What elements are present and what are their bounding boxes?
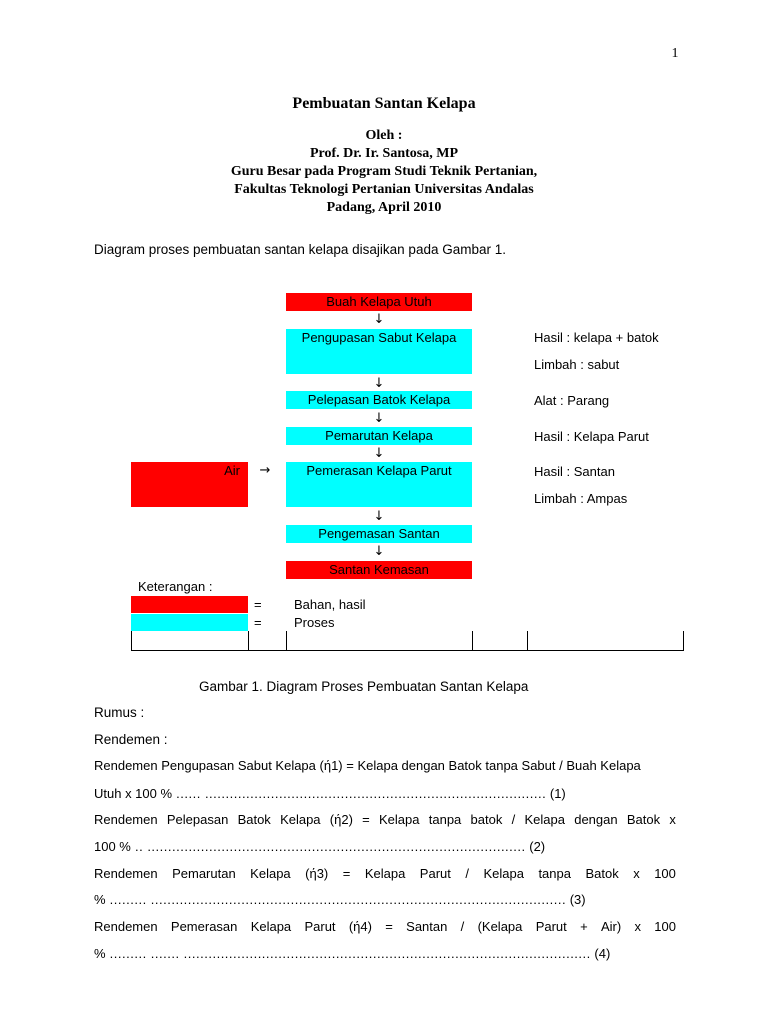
formula-word: x: [669, 812, 676, 827]
arrow-right-icon: →: [259, 463, 271, 478]
formula-2-number: (2): [529, 839, 546, 854]
formula-word: Pemarutan: [172, 866, 236, 881]
formula-3-text: %: [94, 892, 106, 907]
formula-word: (Kelapa: [477, 919, 523, 934]
page-number: 1: [671, 46, 679, 61]
input-air: Air: [131, 462, 248, 507]
formula-word: Kelapa: [250, 866, 291, 881]
legend-swatch-bahan: [131, 596, 248, 613]
formula-word: 100: [654, 866, 676, 881]
formula-word: Kelapa: [524, 812, 565, 827]
table-divider: [527, 631, 528, 651]
formula-word: (ή4): [348, 919, 372, 934]
step-pemerasan: Pemerasan Kelapa Parut: [286, 462, 472, 507]
formula-word: Kelapa: [364, 866, 406, 881]
formula-2-line-2: 100 % .. ............................................................................................ (2): [94, 839, 546, 854]
author-oleh: Oleh :: [365, 128, 403, 143]
legend-title: Keterangan :: [138, 579, 213, 594]
formula-word: Rendemen: [94, 919, 158, 934]
table-bottom-border: [131, 650, 684, 651]
formula-word: x: [634, 919, 641, 934]
author-position: Guru Besar pada Program Studi Teknik Pertanian,: [230, 164, 538, 179]
formula-word: (ή2): [329, 812, 353, 827]
note-limbah-sabut: Limbah : sabut: [534, 357, 620, 372]
formula-word: Air): [600, 919, 622, 934]
formula-word: Batok: [237, 812, 271, 827]
arrow-down-icon: ↓: [373, 509, 385, 524]
note-alat-parang: Alat : Parang: [534, 393, 610, 408]
note-hasil-kelapa-batok: Hasil : kelapa + batok: [534, 330, 659, 345]
formula-word: /: [511, 812, 516, 827]
formula-word: =: [342, 866, 351, 881]
formula-word: /: [465, 866, 469, 881]
arrow-down-icon: ↓: [373, 376, 385, 391]
formula-1-line-2: Utuh x 100 % ...... ................................................................................... (1): [94, 786, 566, 801]
step-pemarutan: Pemarutan Kelapa: [286, 427, 472, 445]
formula-3-number: (3): [569, 892, 586, 907]
figure-caption: Gambar 1. Diagram Proses Pembuatan Santan Kelapa: [199, 679, 529, 694]
formula-4-text: %: [94, 946, 106, 961]
formula-word: Rendemen: [94, 866, 158, 881]
formula-word: tanpa: [428, 812, 462, 827]
document-title: Pembuatan Santan Kelapa: [292, 95, 476, 112]
rumus-label: Rumus :: [94, 705, 145, 720]
rendemen-label: Rendemen :: [94, 732, 168, 747]
formula-word: =: [362, 812, 370, 827]
formula-word: Parut: [304, 919, 336, 934]
formula-4-line-2: % ......... ....... ................................................................................................... (4): [94, 946, 611, 961]
arrow-down-icon: ↓: [373, 411, 385, 426]
table-divider: [286, 631, 287, 651]
formula-1-number: (1): [549, 786, 566, 801]
legend-label-proses: Proses: [294, 615, 335, 630]
step-buah-kelapa-utuh: Buah Kelapa Utuh: [286, 293, 472, 311]
formula-word: Parut: [419, 866, 451, 881]
formula-3-line-1: [94, 866, 676, 881]
formula-word: x: [633, 866, 640, 881]
note-limbah-ampas: Limbah : Ampas: [534, 491, 628, 506]
arrow-down-icon: ↓: [373, 312, 385, 327]
formula-4-number: (4): [594, 946, 611, 961]
formula-4-line-1: [94, 919, 676, 934]
formula-word: Kelapa: [483, 866, 524, 881]
formula-word: Batok: [585, 866, 619, 881]
legend-eq: =: [254, 597, 262, 612]
formula-word: (ή3): [305, 866, 329, 881]
formula-2-line-1: [94, 812, 676, 827]
formula-word: Kelapa: [250, 919, 292, 934]
step-santan-kemasan: Santan Kemasan: [286, 561, 472, 579]
author-name: Prof. Dr. Ir. Santosa, MP: [309, 146, 459, 161]
table-divider: [248, 631, 249, 651]
formula-word: batok: [470, 812, 503, 827]
formula-1-text: Utuh x 100 %: [94, 786, 173, 801]
formula-word: Pelepasan: [166, 812, 229, 827]
note-hasil-kelapa-parut: Hasil : Kelapa Parut: [534, 429, 649, 444]
legend-swatch-proses: [131, 614, 248, 631]
formula-word: =: [385, 919, 393, 934]
formula-word: Pemerasan: [170, 919, 238, 934]
formula-word: Kelapa: [280, 812, 321, 827]
table-divider: [683, 631, 684, 651]
formula-2-text: 100 %: [94, 839, 131, 854]
formula-word: Batok: [626, 812, 661, 827]
formula-word: tanpa: [538, 866, 571, 881]
formula-word: +: [580, 919, 588, 934]
formula-word: Rendemen: [94, 812, 158, 827]
author-place-date: Padang, April 2010: [326, 200, 442, 215]
formula-word: Santan: [406, 919, 448, 934]
table-divider: [472, 631, 473, 651]
table-divider: [131, 631, 132, 651]
formula-word: dengan: [574, 812, 618, 827]
formula-word: /: [460, 919, 465, 934]
formula-3-line-2: % ......... ..................................................................................................... (3): [94, 892, 586, 907]
formula-word: Parut: [535, 919, 567, 934]
legend-label-bahan: Bahan, hasil: [294, 597, 366, 612]
intro-paragraph: Diagram proses pembuatan santan kelapa disajikan pada Gambar 1.: [94, 242, 506, 257]
step-pengupasan-sabut: Pengupasan Sabut Kelapa: [286, 329, 472, 374]
step-pelepasan-batok: Pelepasan Batok Kelapa: [286, 391, 472, 409]
formula-1-line-1: Rendemen Pengupasan Sabut Kelapa (ή1) = Kelapa dengan Batok tanpa Sabut / Buah Kelapa: [94, 758, 641, 773]
legend-eq: =: [254, 615, 262, 630]
step-pengemasan: Pengemasan Santan: [286, 525, 472, 543]
formula-word: 100: [654, 919, 676, 934]
author-faculty: Fakultas Teknologi Pertanian Universitas Andalas: [234, 182, 534, 197]
formula-word: Kelapa: [379, 812, 420, 827]
arrow-down-icon: ↓: [373, 544, 385, 559]
note-hasil-santan: Hasil : Santan: [534, 464, 615, 479]
arrow-down-icon: ↓: [373, 446, 385, 461]
